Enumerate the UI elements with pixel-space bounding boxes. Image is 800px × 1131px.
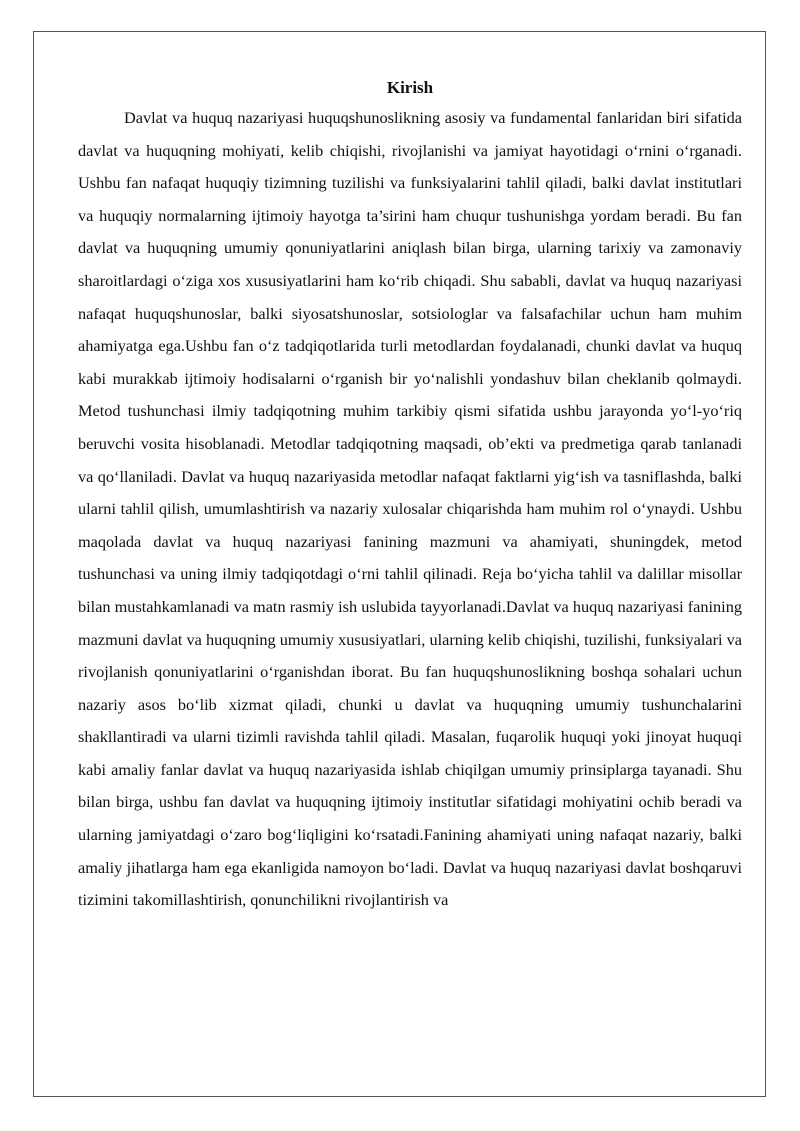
body-paragraph: Davlat va huquq nazariyasi huquqshunoslikning asosiy va fundamental fanlaridan biri sifatida davlat va huquqning mohiyati, kelib chiqishi, rivojlanishi va jamiyat hayotidagi o‘rnini o‘rganadi. Ushbu fan nafaqat huquqiy tizimning tuzilishi va funksiyalarini tahlil qiladi, balki davlat institutlari va huquqiy normalarning ijtimoiy hayotga ta’sirini ham chuqur tushunishga yordam beradi. Bu fan davlat va huquqning umumiy qonuniyatlarini aniqlash bilan birga, ularning tarixiy va zamonaviy sharoitlardagi o‘ziga xos xususiyatlarini ham ko‘rib chiqadi. Shu sababli, davlat va huquq nazariyasi nafaqat huquqshunoslar, balki siyosatshunoslar, sotsiologlar va falsafachilar uchun ham muhim ahamiyatga ega.Ushbu fan o‘z tadqiqotlarida turli metodlardan foydalanadi, chunki davlat va huquq kabi murakkab ijtimoiy hodisalarni o‘rganish bir yo‘nalishli yondashuv bilan cheklanib qolmaydi. Metod tushunchasi ilmiy tadqiqotning muhim tarkibiy qismi sifatida ushbu jarayonda yo‘l-yo‘riq beruvchi vosita hisoblanadi. Metodlar tadqiqotning maqsadi, ob’ekti va predmetiga qarab tanlanadi va qo‘llaniladi. Davlat va huquq nazariyasida metodlar nafaqat faktlarni yig‘ish va tasniflashda, balki ularni tahlil qilish, umumlashtirish va nazariy xulosalar chiqarishda ham muhim rol o‘ynaydi. Ushbu maqolada davlat va huquq nazariyasi fanining mazmuni va ahamiyati, shuningdek, metod tushunchasi va uning ilmiy tadqiqotdagi o‘rni tahlil qilinadi. Reja bo‘yicha tahlil va dalillar misollar bilan mustahkamlanadi va matn rasmiy ish uslubida tayyorlanadi.Davlat va huquq nazariyasi fanining mazmuni davlat va huquqning umumiy xususiyatlari, ularning kelib chiqishi, tuzilishi, funksiyalari va rivojlanish qonuniyatlarini o‘rganishdan iborat. Bu fan huquqshunoslikning boshqa sohalari uchun nazariy asos bo‘lib xizmat qiladi, chunki u davlat va huquqning umumiy tushunchalarini shakllantiradi va ularni tizimli ravishda tahlil qiladi. Masalan, fuqarolik huquqi yoki jinoyat huquqi kabi amaliy fanlar davlat va huquq nazariyasida ishlab chiqilgan umumiy prinsiplarga tayanadi. Shu bilan birga, ushbu fan davlat va huquqning ijtimoiy institutlar sifatidagi mohiyatini ochib beradi va ularning jamiyatdagi o‘zaro bog‘liqligini ko‘rsatadi.Fanining ahamiyati uning nafaqat nazariy, balki amaliy jihatlarga ham ega ekanligida namoyon bo‘ladi. Davlat va huquq nazariyasi davlat boshqaruvi tizimini takomillashtirish, qonunchilikni rivojlantirish va [78,108,742,910]
document-body [78,74,742,917]
document-title: Kirish [386,78,434,97]
